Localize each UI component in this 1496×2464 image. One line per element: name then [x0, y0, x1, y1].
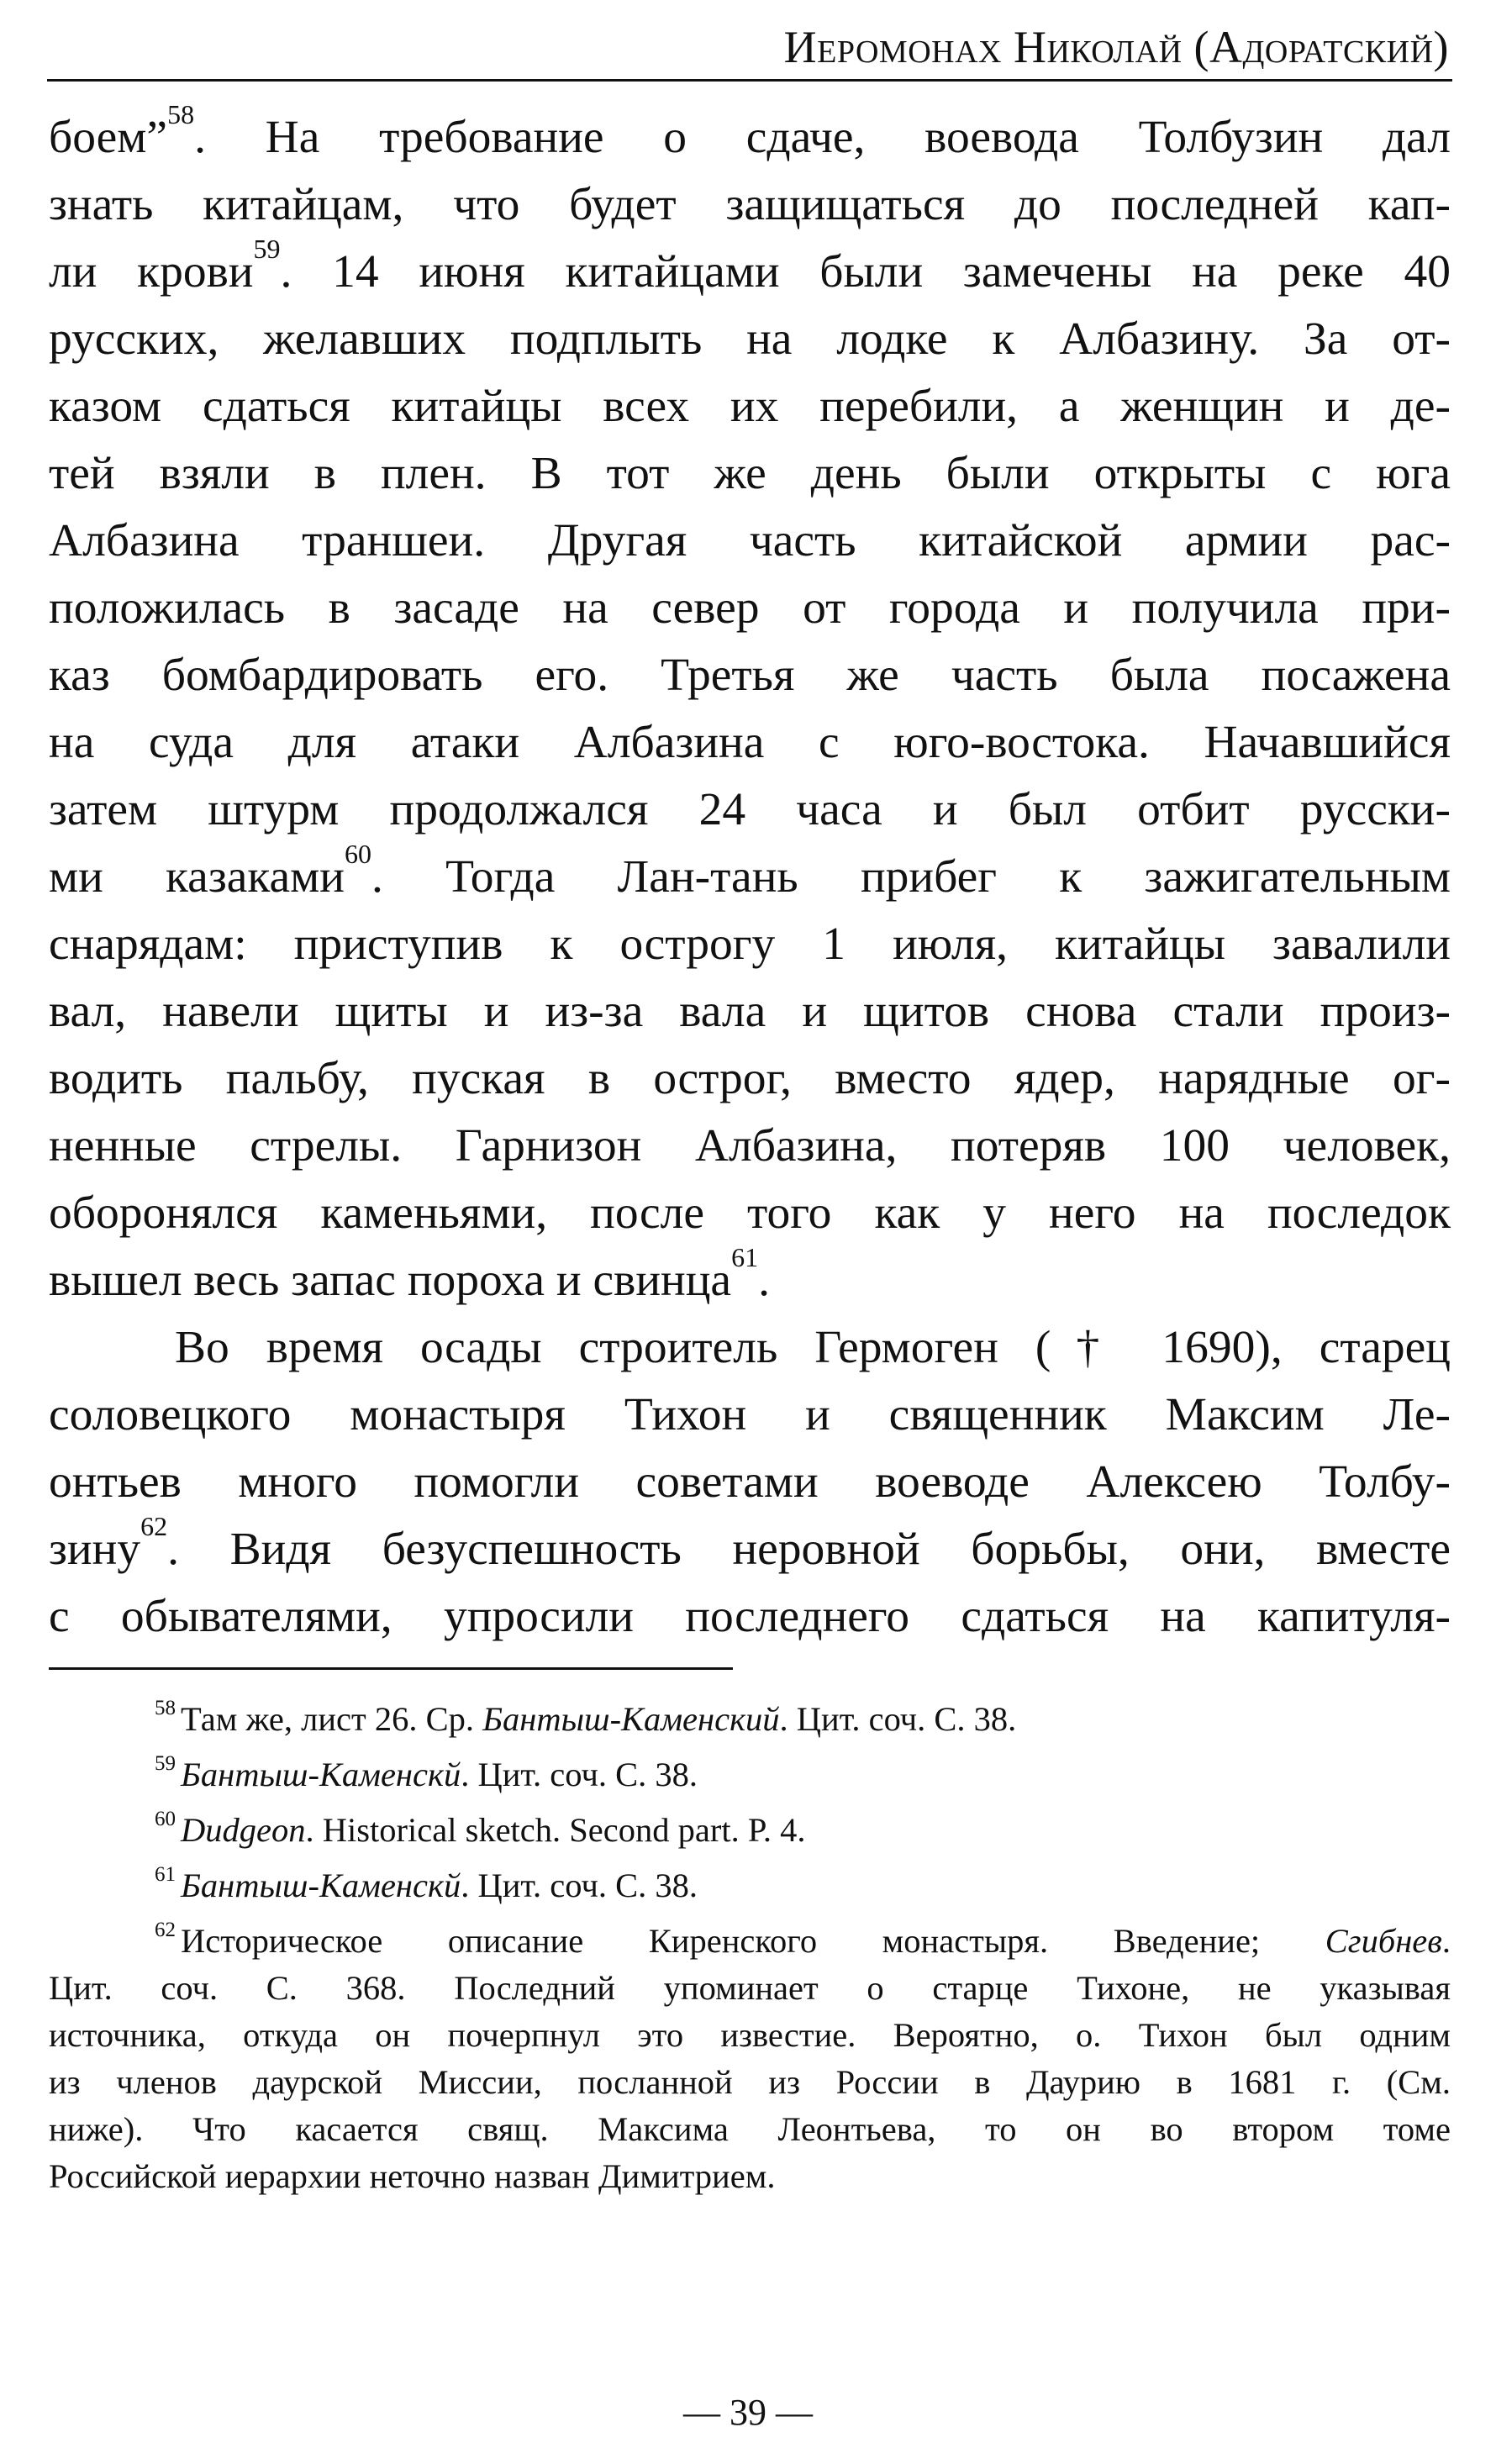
text-run: . Цит. соч. С. 38.: [461, 1866, 698, 1904]
text-run: знать китайцам, что будет защищаться до последней кап-: [49, 179, 1451, 230]
footnote-ref: 60: [155, 1808, 176, 1830]
footnote-line: [49, 1807, 1451, 1862]
text-line: [49, 1314, 1451, 1382]
footnote-divider: [49, 1667, 733, 1670]
text-run: .: [758, 1255, 770, 1306]
footnote-ref: 61: [155, 1863, 176, 1886]
footnote-ref: 58: [167, 99, 195, 129]
text-run: . Historical sketch. Second part. P. 4.: [305, 1811, 806, 1849]
text-run: Российской иерархии неточно назван Димитрием.: [49, 2157, 776, 2195]
footnote-line: [49, 1696, 1451, 1751]
text-run: .: [1441, 1922, 1451, 1960]
text-line: [49, 440, 1451, 508]
text-run: Цит. соч. С. 368. Последний упоминает о старце Тихоне, не указывая: [49, 1969, 1451, 2007]
text-line: [49, 642, 1451, 709]
footnotes: [49, 1696, 1451, 2200]
main-text: [49, 99, 1451, 1651]
footnote-ref: 62: [155, 1919, 176, 1941]
text-line: [49, 709, 1451, 777]
text-run: Во время осады строитель Гермоген († 1690), старец: [175, 1322, 1451, 1373]
footnote-ref: 59: [253, 234, 281, 264]
text-line: [49, 978, 1451, 1045]
text-run: ниже). Что касается свящ. Максима Леонтьева, то он во втором томе: [49, 2110, 1451, 2148]
text-run: боем”: [49, 112, 168, 163]
text-run: . 14 июня китайцами были замечены на реке 40: [280, 246, 1451, 297]
text-line: [49, 234, 1451, 306]
italic-text: Сгибнев: [1325, 1922, 1442, 1960]
footnote-ref: 61: [731, 1242, 759, 1272]
text-line: [49, 839, 1451, 911]
text-line: [49, 373, 1451, 440]
text-run: Албазина траншеи. Другая часть китайской армии рас-: [49, 515, 1451, 566]
footnote-line: [49, 1965, 1451, 2012]
text-run: ли крови: [49, 246, 254, 297]
text-line: [49, 1242, 1451, 1314]
text-line: [49, 1113, 1451, 1180]
italic-text: Бантыш-Каменскй: [181, 1756, 461, 1793]
text-run: Там же, лист 26. Ср.: [181, 1700, 483, 1738]
footnote-ref: 58: [155, 1697, 176, 1719]
text-line: [49, 575, 1451, 642]
text-run: положилась в засаде на север от города и получила при-: [49, 582, 1451, 634]
text-line: [49, 911, 1451, 978]
page-number: — 39 —: [683, 2392, 813, 2433]
italic-text: Бантыш-Каменскй: [181, 1866, 461, 1904]
text-run: казом сдаться китайцы всех их перебили, а женщин и де-: [49, 381, 1451, 432]
text-run: затем штурм продолжался 24 часа и был отбит русски-: [49, 784, 1451, 835]
text-run: соловецкого монастыря Тихон и священник Максим Ле-: [49, 1389, 1451, 1440]
footnote-ref: 60: [344, 839, 371, 869]
text-line: [49, 1511, 1451, 1583]
text-line: [49, 1583, 1451, 1651]
text-run: тей взяли в плен. В тот же день были открыты с юга: [49, 448, 1451, 499]
text-run: . Цит. соч. С. 38.: [461, 1756, 698, 1793]
text-run: . Цит. соч. С. 38.: [779, 1700, 1017, 1738]
footnote-line: [49, 1862, 1451, 1918]
text-run: вышел весь запас пороха и свинца: [49, 1255, 732, 1306]
footnote-ref: 59: [155, 1752, 176, 1775]
text-run: водить пальбу, пуская в острог, вместо ядер, нарядные ог-: [49, 1053, 1451, 1104]
text-run: ми казаками: [49, 851, 345, 903]
text-run: снарядам: приступив к острогу 1 июля, китайцы завалили: [49, 919, 1451, 970]
italic-text: Бантыш-Каменский: [482, 1700, 780, 1738]
text-line: [49, 99, 1451, 171]
text-run: из членов даурской Миссии, посланной из России в Даурию в 1681 г. (См.: [49, 2063, 1451, 2101]
text-run: онтьев много помогли советами воеводе Алексею Толбу-: [49, 1456, 1451, 1508]
italic-text: Dudgeon: [181, 1811, 306, 1849]
footnote-line: [49, 1751, 1451, 1807]
text-run: оборонялся каменьями, после того как у него на последок: [49, 1187, 1451, 1239]
text-line: [49, 777, 1451, 844]
text-run: вал, навели щиты и из-за вала и щитов снова стали произ-: [49, 986, 1451, 1037]
text-line: [49, 171, 1451, 239]
footnote-line: [49, 2012, 1451, 2059]
text-run: Историческое описание Киренского монастыря. Введение;: [181, 1922, 1325, 1960]
footnote-line: [49, 2059, 1451, 2106]
text-line: [49, 1382, 1451, 1449]
footnote-line: [49, 2153, 1451, 2200]
text-run: . Тогда Лан-тань прибег к зажигательным: [371, 851, 1451, 903]
footnote-line: [49, 1918, 1451, 1965]
text-run: зину: [49, 1524, 141, 1575]
text-run: на суда для атаки Албазина с юго-востока. Начавшийся: [49, 717, 1451, 768]
text-run: . Видя безуспешность неровной борьбы, они, вместе: [167, 1524, 1451, 1575]
text-line: [49, 1449, 1451, 1516]
text-run: русских, желавших подплыть на лодке к Албазину. За от-: [49, 313, 1451, 365]
text-run: источника, откуда он почерпнул это известие. Вероятно, о. Тихон был одним: [49, 2016, 1451, 2054]
text-line: [49, 1045, 1451, 1113]
text-line: [49, 1180, 1451, 1247]
text-run: каз бомбардировать его. Третья же часть была посажена: [49, 650, 1451, 701]
running-header: [47, 15, 1452, 82]
footnote-ref: 62: [140, 1511, 168, 1541]
text-run: с обывателями, упросили последнего сдаться на капитуля-: [49, 1591, 1451, 1642]
text-line: [49, 306, 1451, 373]
text-line: [49, 508, 1451, 575]
header-title: Иеромонах Николай (Адоратский): [783, 22, 1449, 72]
text-run: . На требование о сдаче, воевода Толбузин дал: [194, 112, 1451, 163]
text-run: ненные стрелы. Гарнизон Албазина, потеряв 100 человек,: [49, 1120, 1451, 1171]
footnote-line: [49, 2106, 1451, 2153]
